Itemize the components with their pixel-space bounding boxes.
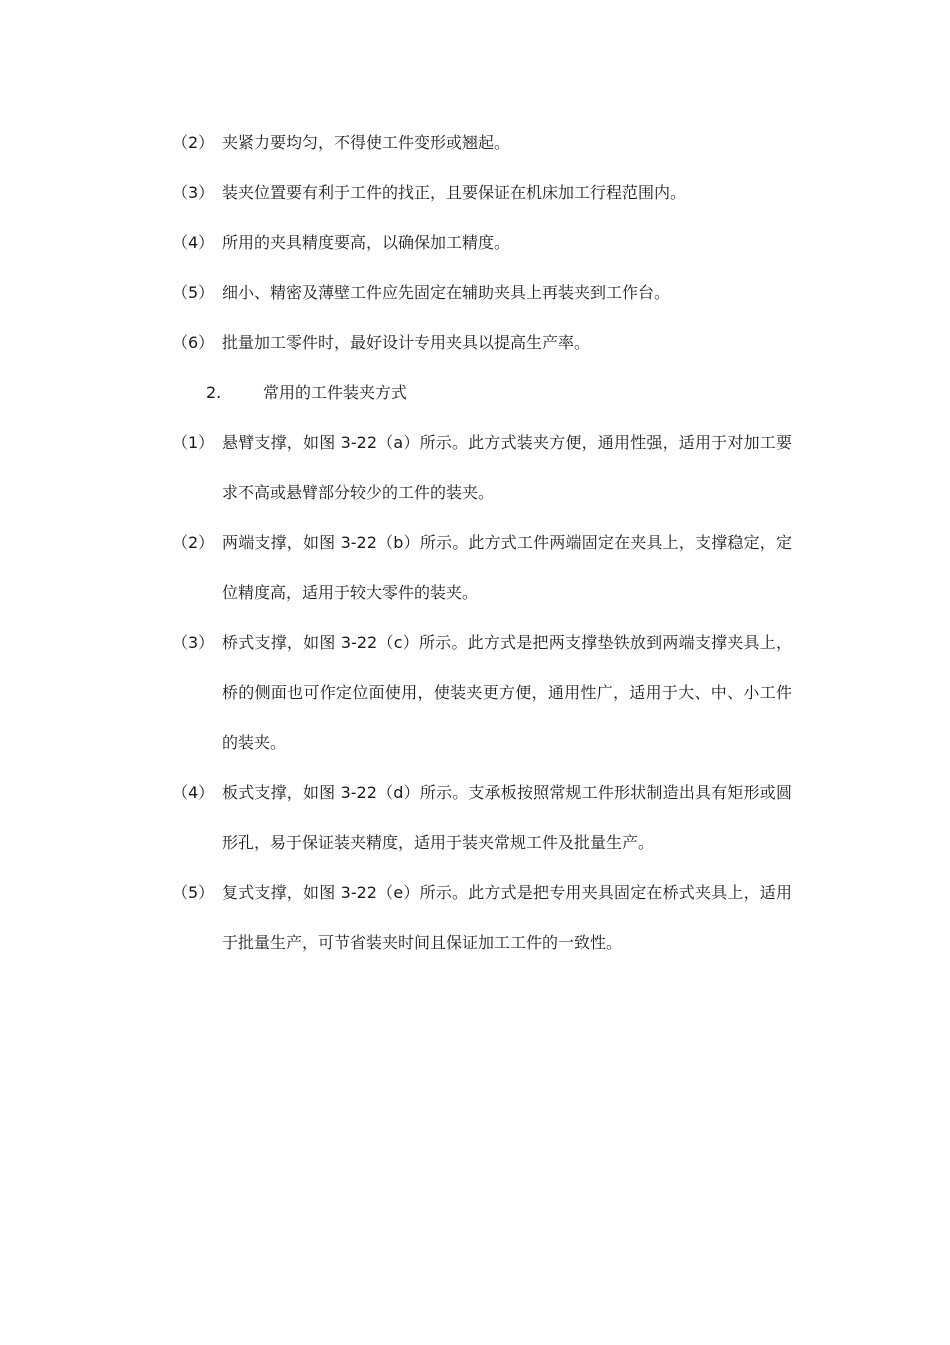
item-number: （3）: [172, 183, 215, 202]
list-item: [172, 518, 792, 618]
item-number: （4）: [172, 783, 215, 802]
list-item: [172, 318, 792, 368]
section-number: 2.: [206, 383, 222, 402]
item-number: （6）: [172, 333, 215, 352]
item-number: （2）: [172, 533, 215, 552]
item-text: 桥式支撑，如图 3-22（c）所示。此方式是把两支撑垫铁放到两端支撑夹具上，桥的侧面也可作定位面使用，使装夹更方便，通用性广，适用于大、中、小工件的装夹。: [222, 633, 792, 752]
item-number: （4）: [172, 233, 215, 252]
item-text: 夹紧力要均匀，不得使工件变形或翘起。: [222, 133, 511, 152]
item-text: 批量加工零件时，最好设计专用夹具以提高生产率。: [222, 333, 591, 352]
list-item: [172, 218, 792, 268]
item-number: （2）: [172, 133, 215, 152]
item-text: 悬臂支撑，如图 3-22（a）所示。此方式装夹方便，通用性强，适用于对加工要求不高或悬臂部分较少的工件的装夹。: [222, 433, 792, 502]
item-text: 两端支撑，如图 3-22（b）所示。此方式工件两端固定在夹具上，支撑稳定，定位精度高，适用于较大零件的装夹。: [222, 533, 792, 602]
item-text: 细小、精密及薄壁工件应先固定在辅助夹具上再装夹到工作台。: [222, 283, 671, 302]
item-number: （1）: [172, 433, 215, 452]
item-text: 板式支撑，如图 3-22（d）所示。支承板按照常规工件形状制造出具有矩形或圆形孔，易于保证装夹精度，适用于装夹常规工件及批量生产。: [222, 783, 792, 852]
list-item: [172, 768, 792, 868]
list-item: [172, 868, 792, 968]
list-item: [172, 268, 792, 318]
section-heading: [206, 368, 407, 418]
item-text: 装夹位置要有利于工件的找正，且要保证在机床加工行程范围内。: [222, 183, 687, 202]
item-number: （5）: [172, 283, 215, 302]
list-item: [172, 168, 792, 218]
item-text: 所用的夹具精度要高，以确保加工精度。: [222, 233, 511, 252]
list-item: [172, 418, 792, 518]
section-title: 常用的工件装夹方式: [263, 383, 408, 402]
item-text: 复式支撑，如图 3-22（e）所示。此方式是把专用夹具固定在桥式夹具上，适用于批量生产，可节省装夹时间且保证加工工件的一致性。: [222, 883, 792, 952]
item-number: （5）: [172, 883, 215, 902]
item-number: （3）: [172, 633, 215, 652]
list-item: [172, 118, 792, 168]
list-item: [172, 618, 792, 768]
